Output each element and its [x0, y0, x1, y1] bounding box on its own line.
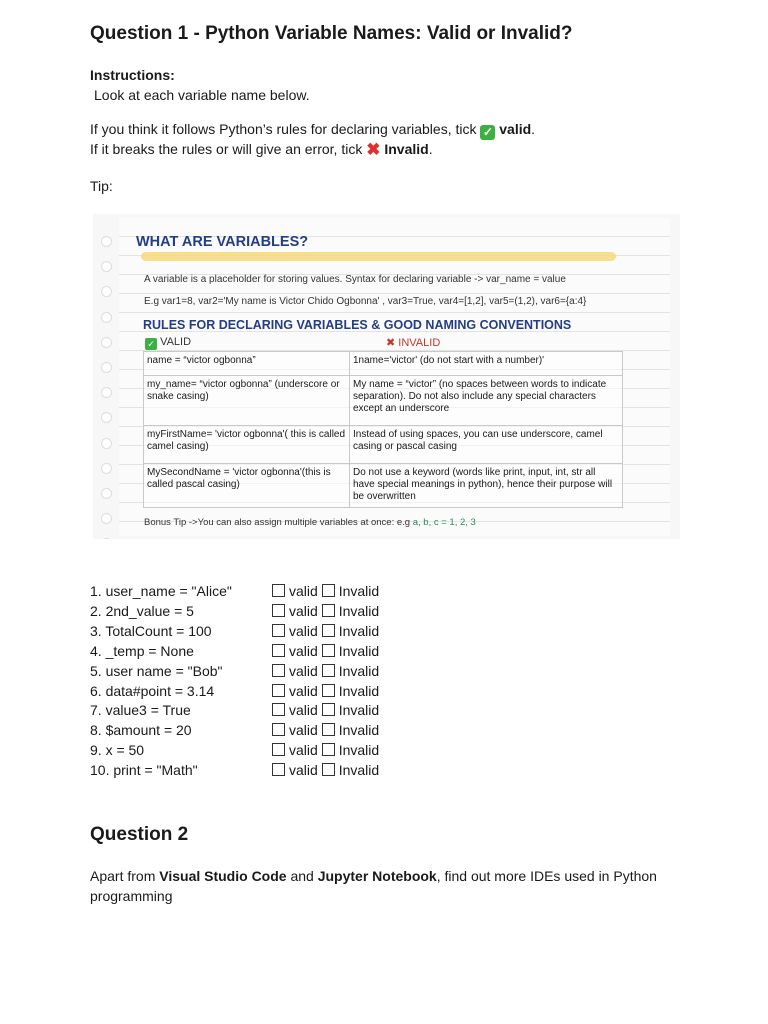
table-row [144, 464, 623, 508]
question-2-text [90, 866, 680, 906]
bonus-tip [144, 517, 476, 528]
variable-name: 3. TotalCount = 100 [90, 622, 212, 639]
valid-option-label: valid [289, 762, 318, 779]
rules-table [143, 351, 623, 508]
invalid-checkbox[interactable] [322, 723, 335, 736]
invalid-option-label: Invalid [338, 682, 380, 699]
valid-option-label: valid [289, 662, 318, 679]
valid-option-label: valid [289, 742, 318, 759]
valid-cell: my_name= “victor ogbonna” (underscore or snake casing) [144, 376, 350, 426]
invalid-checkbox[interactable] [322, 584, 335, 597]
valid-checkbox[interactable] [272, 644, 285, 657]
answer-options [272, 720, 379, 740]
invalid-cell: 1name='victor' (do not start with a number)' [350, 352, 623, 376]
instructions-label: Instructions: [90, 67, 175, 83]
bonus-tip-code: a, b, c = 1, 2, 3 [412, 517, 476, 528]
invalid-option-label: Invalid [338, 622, 380, 639]
invalid-checkbox[interactable] [322, 763, 335, 776]
valid-word: valid [499, 121, 532, 137]
invalid-option-label: Invalid [338, 642, 380, 659]
invalid-cell: Do not use a keyword (words like print, input, int, str all have special meanings in python), hence their purpose will be overwritten [350, 464, 623, 508]
bonus-tip-text: Bonus Tip ->You can also assign multiple variables at once: e.g [144, 517, 413, 528]
cross-mark-icon: ✖ [366, 140, 381, 159]
variable-name: 1. user_name = "Alice" [90, 583, 232, 599]
variable-name: 10. print = "Math" [90, 762, 198, 779]
list-item [90, 621, 380, 641]
invalid-checkbox[interactable] [322, 684, 335, 697]
list-item [90, 740, 380, 760]
question-2-title: Question 2 [90, 824, 189, 845]
valid-cell: myFirstName= 'victor ogbonna'( this is called camel casing) [144, 426, 350, 464]
variable-name: 4. _temp = None [90, 642, 194, 659]
table-row [144, 426, 623, 464]
answer-options [272, 661, 379, 681]
valid-option-label: valid [289, 622, 318, 639]
list-item [90, 581, 380, 601]
invalid-option-label: Invalid [338, 702, 380, 719]
jupyter-name: Jupyter Notebook [317, 868, 437, 884]
check-mark-icon: ✓ [145, 338, 157, 350]
valid-cell: MySecondName = 'victor ogbonna'(this is called pascal casing) [144, 464, 350, 508]
invalid-instruction-text: If it breaks the rules or will give an error, tick [90, 141, 367, 157]
valid-checkbox[interactable] [272, 763, 285, 776]
list-item [90, 601, 380, 621]
vscode-name: Visual Studio Code [159, 868, 287, 884]
q2-text-part: , find out more IDEs used in Python programming [90, 868, 657, 904]
valid-checkbox[interactable] [272, 723, 285, 736]
rules-heading: RULES FOR DECLARING VARIABLES & GOOD NAMING CONVENTIONS [143, 318, 572, 332]
invalid-checkbox[interactable] [322, 644, 335, 657]
invalid-option-label: Invalid [338, 742, 380, 759]
list-item [90, 641, 380, 661]
invalid-option-label: Invalid [338, 662, 380, 679]
valid-checkbox[interactable] [272, 584, 285, 597]
invalid-column-label [386, 336, 440, 349]
valid-checkbox[interactable] [272, 703, 285, 716]
answer-options [272, 681, 379, 701]
heading-highlight [141, 252, 616, 261]
list-item [90, 700, 380, 720]
invalid-cell: Instead of using spaces, you can use underscore, camel casing or pascal casing [350, 426, 623, 464]
answer-options [272, 601, 379, 621]
answer-options [272, 760, 379, 780]
instructions-text: Look at each variable name below. [94, 87, 310, 103]
variable-name: 2. 2nd_value = 5 [90, 602, 194, 619]
invalid-checkbox[interactable] [322, 743, 335, 756]
answer-options [272, 700, 379, 720]
valid-checkbox[interactable] [272, 743, 285, 756]
question-1-title: Question 1 - Python Variable Names: Valid or Invalid? [90, 23, 573, 44]
invalid-option-label: Invalid [338, 583, 380, 599]
q2-text-part: Apart from [90, 868, 160, 884]
answer-options [272, 740, 379, 760]
list-item [90, 661, 380, 681]
valid-instruction: If you think it follows Python’s rules for declaring variables, tick ✓ valid. [90, 121, 536, 139]
valid-option-label: valid [289, 583, 318, 599]
tip-label: Tip: [90, 178, 113, 194]
list-item [90, 681, 380, 701]
variable-name: 7. value3 = True [90, 702, 191, 719]
notebook-example: E.g var1=8, var2='My name is Victor Chido Ogbonna' , var3=True, var4=[1,2], var5=(1,2), var6={a:4} [144, 296, 587, 307]
invalid-instruction: If it breaks the rules or will give an error, tick ✖ Invalid. [90, 140, 433, 159]
answer-options [272, 621, 379, 641]
q2-text-part: and [286, 868, 318, 884]
valid-checkbox[interactable] [272, 664, 285, 677]
notebook-definition: A variable is a placeholder for storing values. Syntax for declaring variable -> var_name = value [144, 274, 566, 285]
list-item [90, 720, 380, 740]
valid-option-label: valid [289, 722, 318, 739]
check-mark-icon: ✓ [480, 125, 495, 140]
valid-column-label [145, 336, 191, 350]
valid-checkbox[interactable] [272, 684, 285, 697]
answer-options [272, 581, 379, 601]
invalid-cell: My name = “victor” (no spaces between words to indicate separation). Do not also include any special characters except an underscore [350, 376, 623, 426]
cross-mark-icon: ✖ [386, 337, 396, 349]
valid-instruction-text: If you think it follows Python’s rules for declaring variables, tick [90, 121, 481, 137]
variable-name: 9. x = 50 [90, 742, 145, 759]
table-row [144, 352, 623, 376]
invalid-option-label: Invalid [338, 722, 380, 739]
valid-option-label: valid [289, 682, 318, 699]
notebook-heading: WHAT ARE VARIABLES? [136, 234, 309, 250]
invalid-label-text: INVALID [398, 337, 441, 349]
variable-name: 8. $amount = 20 [90, 722, 192, 739]
valid-checkbox[interactable] [272, 624, 285, 637]
invalid-checkbox[interactable] [322, 604, 335, 617]
invalid-option-label: Invalid [338, 762, 380, 779]
variable-name: 5. user name = "Bob" [90, 662, 223, 679]
valid-option-label: valid [289, 602, 318, 619]
variable-name: 6. data#point = 3.14 [90, 682, 215, 699]
invalid-word: Invalid [384, 141, 429, 157]
valid-checkbox[interactable] [272, 604, 285, 617]
valid-option-label: valid [289, 702, 318, 719]
valid-option-label: valid [289, 642, 318, 659]
notebook-holes [101, 236, 111, 539]
list-item [90, 760, 380, 780]
variables-notebook-image [93, 214, 680, 539]
invalid-checkbox[interactable] [322, 703, 335, 716]
invalid-checkbox[interactable] [322, 664, 335, 677]
valid-label-text: VALID [160, 336, 192, 348]
valid-cell: name = “victor ogbonna” [144, 352, 350, 376]
invalid-option-label: Invalid [338, 602, 380, 619]
table-row [144, 376, 623, 426]
answer-options [272, 641, 379, 661]
invalid-checkbox[interactable] [322, 624, 335, 637]
